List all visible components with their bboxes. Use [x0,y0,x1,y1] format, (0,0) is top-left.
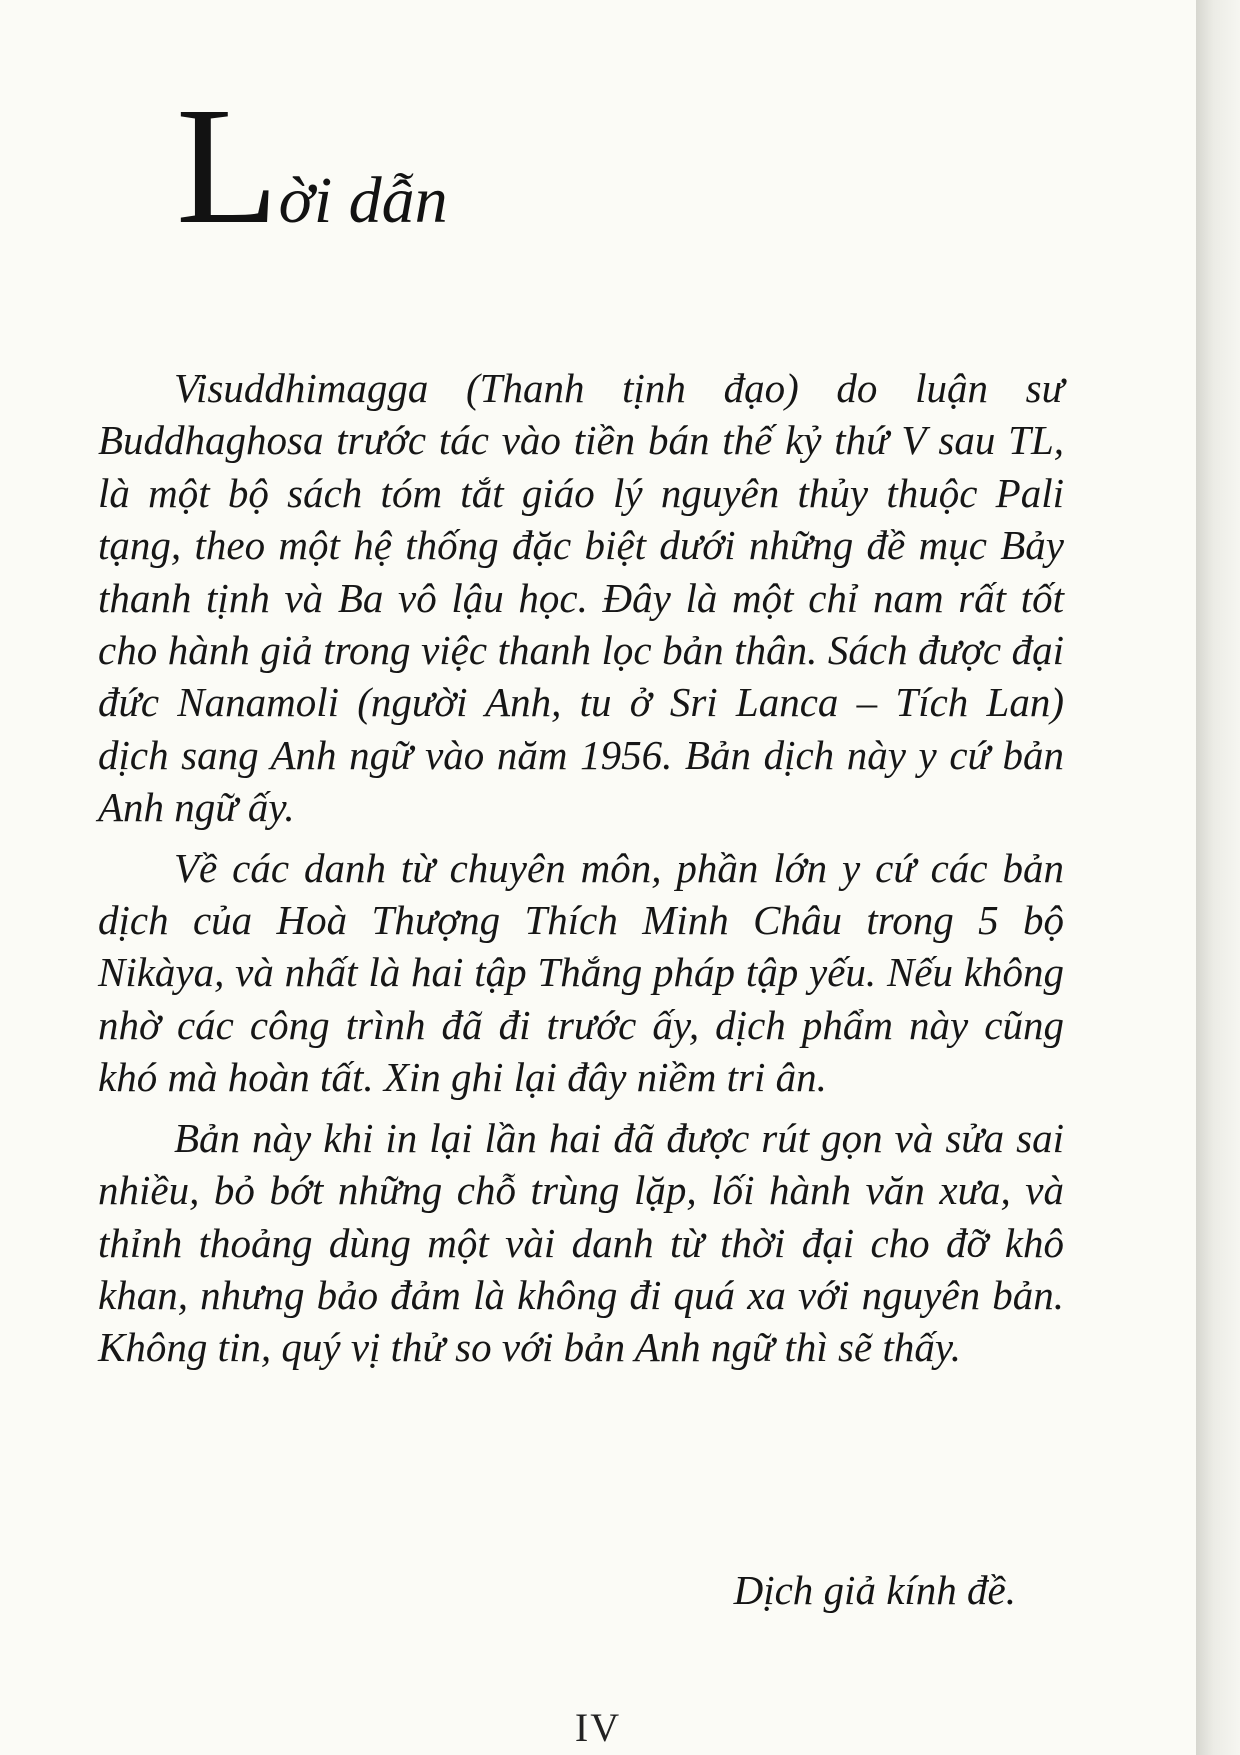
title-text: ời dẫn [278,164,448,237]
translator-signature: Dịch giả kính đề. [733,1567,1016,1613]
paragraph-3: Bản này khi in lại lần hai đã được rút gọn và sửa sai nhiều, bỏ bớt những chỗ trùng lặp, lối hành văn xưa, và thỉnh thoảng dùng một vài danh từ thời đại cho đỡ khô khan, nhưng bảo đảm là không đi quá xa với nguyên bản. Không tin, quý vị thử so với bản Anh ngữ thì sẽ thấy. [98,1114,1064,1371]
paragraph-2: Về các danh từ chuyên môn, phần lớn y cứ các bản dịch của Hoà Thượng Thích Minh Châu trong 5 bộ Nikàya, và nhất là hai tập Thắng pháp tập yếu. Nếu không nhờ các công trình đã đi trước ấy, dịch phẩm này cũng khó mà hoàn tất. Xin ghi lại đây niềm tri ân. [98,844,1064,1101]
page-edge-shadow [1196,0,1240,1755]
paragraph-1: Visuddhimagga (Thanh tịnh đạo) do luận sư Buddhaghosa trước tác vào tiền bán thế kỷ thứ V sau TL, là một bộ sách tóm tắt giáo lý nguyên thủy thuộc Pali tạng, theo một hệ thống đặc biệt dưới những đề mục Bảy thanh tịnh và Ba vô lậu học. Đây là một chỉ nam rất tốt cho hành giả trong việc thanh lọc bản thân. Sách được đại đức Nanamoli (người Anh, tu ở Sri Lanca – Tích Lan) dịch sang Anh ngữ vào năm 1956. Bản dịch này y cứ bản Anh ngữ ấy. [98,365,1064,831]
page-title [176,73,448,259]
body-text [98,362,1064,1382]
page-number: IV [574,1705,622,1750]
title-drop-cap: L [176,73,279,259]
